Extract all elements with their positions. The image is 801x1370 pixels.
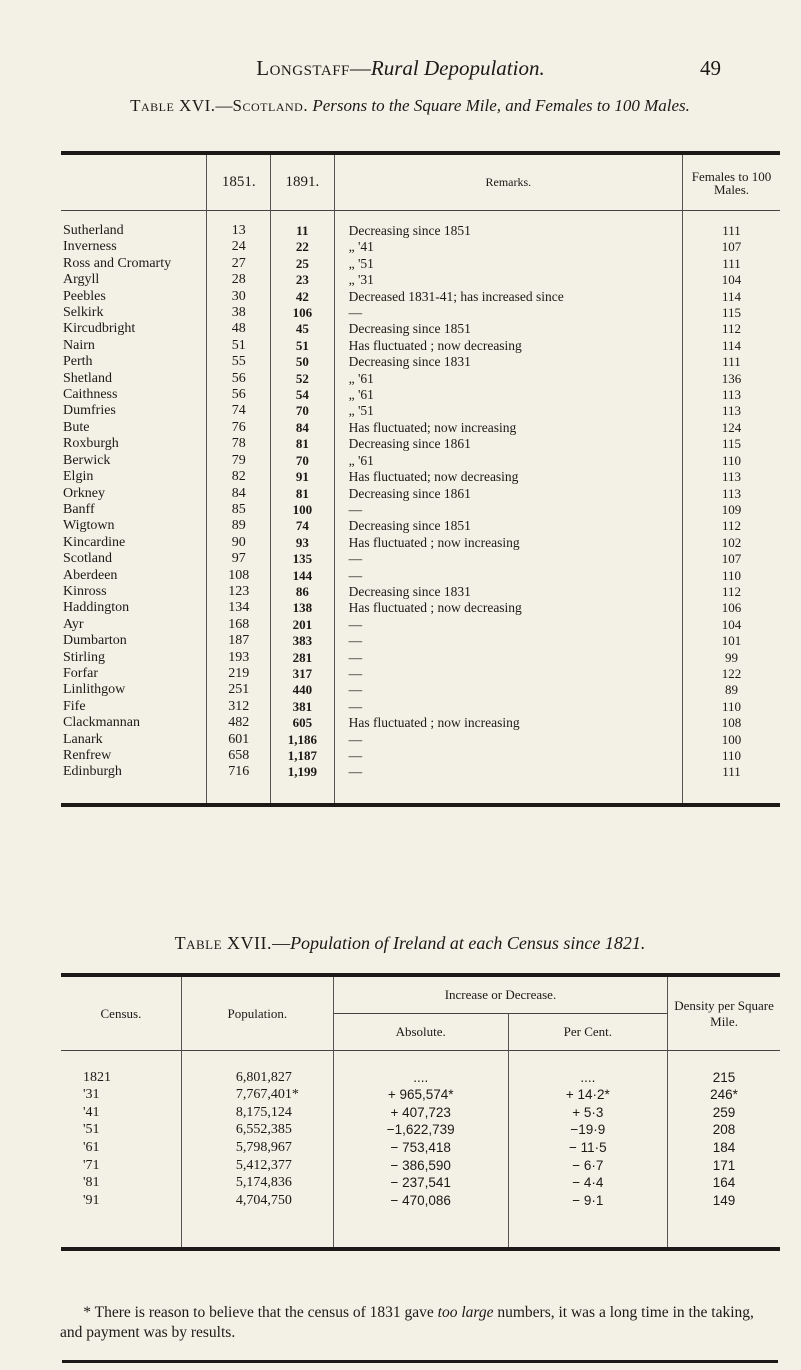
table17-caption	[60, 932, 760, 954]
county-name: Selkirk	[61, 305, 207, 321]
table17-row	[61, 1174, 780, 1192]
absolute-change: + 965,574*	[333, 1086, 508, 1104]
females-per-100-males: 104	[721, 272, 742, 288]
table16-region: Scotland.	[232, 96, 309, 115]
county-name: Berwick	[61, 453, 207, 469]
remarks: Decreasing since 1851	[334, 518, 682, 534]
females-per-100-males: 99	[725, 649, 738, 665]
remarks: —	[334, 617, 682, 633]
remarks: —	[334, 666, 682, 682]
table16-row	[61, 272, 780, 288]
footnote-mark: *	[83, 1304, 91, 1321]
population: 8,175,124	[181, 1104, 333, 1122]
density-1851: 24	[207, 239, 271, 255]
table16-header-1891: 1891.	[271, 153, 335, 211]
table16-row	[61, 239, 780, 255]
table17-header-density: Density per Square Mile.	[668, 975, 780, 1051]
density-1891: 93	[271, 535, 335, 551]
absolute-change: − 237,541	[333, 1174, 508, 1192]
running-title-subject: Rural Depopulation.	[370, 56, 545, 80]
remarks: Decreasing since 1851	[334, 223, 682, 239]
density-1891: 81	[271, 436, 335, 452]
density-1851: 123	[207, 584, 271, 600]
table16-row	[61, 256, 780, 272]
density-per-square-mile: 164	[712, 1175, 736, 1191]
remarks: „ '61	[334, 371, 682, 387]
county-name: Perth	[61, 354, 207, 370]
density-1891: 51	[271, 338, 335, 354]
table16-row	[61, 551, 780, 567]
females-per-100-males: 109	[721, 501, 742, 517]
table17-row	[61, 1069, 780, 1087]
density-1891: 22	[271, 239, 335, 255]
running-title-author: Longstaff	[256, 56, 350, 80]
table17-label: Table XVII.	[174, 933, 273, 953]
table16-row	[61, 420, 780, 436]
county-name: Fife	[61, 699, 207, 715]
table17-header-census: Census.	[61, 975, 181, 1051]
density-1891: 54	[271, 387, 335, 403]
remarks: Decreasing since 1831	[334, 354, 682, 370]
density-1851: 601	[207, 732, 271, 748]
density-1891: 23	[271, 272, 335, 288]
females-per-100-males: 115	[721, 305, 742, 321]
density-1891: 317	[271, 666, 335, 682]
density-1851: 134	[207, 600, 271, 616]
females-per-100-males: 112	[721, 518, 742, 534]
county-name: Sutherland	[61, 223, 207, 239]
density-per-square-mile: 208	[712, 1122, 736, 1138]
table16-header-county	[61, 153, 207, 211]
table17-row	[61, 1086, 780, 1104]
county-name: Nairn	[61, 338, 207, 354]
density-1891: 605	[271, 715, 335, 731]
table17-caption-dash: —	[272, 933, 291, 953]
density-1851: 89	[207, 518, 271, 534]
county-name: Kircudbright	[61, 321, 207, 337]
table16-caption-text: Persons to the Square Mile, and Females to 100 Males.	[312, 96, 690, 115]
table16-header-remarks: Remarks.	[334, 153, 682, 211]
females-per-100-males: 111	[722, 764, 741, 780]
density-1891: 81	[271, 486, 335, 502]
females-per-100-males: 124	[721, 419, 742, 435]
absolute-change: − 753,418	[333, 1139, 508, 1157]
density-per-square-mile: 171	[712, 1157, 736, 1173]
population: 6,801,827	[181, 1069, 333, 1087]
table16-row	[61, 568, 780, 584]
census-year: '41	[61, 1104, 181, 1122]
table16-row	[61, 321, 780, 337]
table16-row	[61, 403, 780, 419]
page-number: 49	[700, 56, 721, 80]
table16-header-1851: 1851.	[207, 153, 271, 211]
percent-change: ....	[508, 1069, 668, 1087]
county-name: Renfrew	[61, 748, 207, 764]
density-1851: 168	[207, 617, 271, 633]
table17-row	[61, 1157, 780, 1175]
density-1851: 97	[207, 551, 271, 567]
remarks: —	[334, 633, 682, 649]
remarks: —	[334, 551, 682, 567]
footnote-emphasis: too large	[437, 1304, 494, 1321]
density-1891: 383	[271, 633, 335, 649]
remarks: Has fluctuated ; now increasing	[334, 715, 682, 731]
county-name: Kinross	[61, 584, 207, 600]
county-name: Orkney	[61, 486, 207, 502]
county-name: Roxburgh	[61, 436, 207, 452]
remarks: —	[334, 650, 682, 666]
females-per-100-males: 113	[721, 403, 742, 419]
table16-row	[61, 748, 780, 764]
density-1851: 482	[207, 715, 271, 731]
table16-row	[61, 682, 780, 698]
table16-row	[61, 223, 780, 239]
table16-row	[61, 732, 780, 748]
table16-row	[61, 371, 780, 387]
county-name: Dumbarton	[61, 633, 207, 649]
females-per-100-males: 108	[721, 715, 742, 731]
density-1891: 45	[271, 321, 335, 337]
density-1891: 1,186	[271, 732, 335, 748]
county-name: Dumfries	[61, 403, 207, 419]
percent-change: − 11·5	[508, 1139, 668, 1157]
females-per-100-males: 110	[721, 452, 742, 468]
remarks: Has fluctuated ; now decreasing	[334, 600, 682, 616]
table17-row	[61, 1192, 780, 1210]
remarks: Decreasing since 1831	[334, 584, 682, 600]
county-name: Peebles	[61, 289, 207, 305]
table16-row	[61, 436, 780, 452]
census-year: '51	[61, 1121, 181, 1139]
females-per-100-males: 101	[721, 633, 742, 649]
population: 7,767,401*	[181, 1086, 333, 1104]
females-per-100-males: 113	[721, 469, 742, 485]
remarks: —	[334, 699, 682, 715]
density-1851: 251	[207, 682, 271, 698]
females-per-100-males: 110	[721, 567, 742, 583]
density-1851: 312	[207, 699, 271, 715]
running-title	[0, 56, 801, 81]
census-year: '31	[61, 1086, 181, 1104]
county-name: Scotland	[61, 551, 207, 567]
density-1851: 27	[207, 256, 271, 272]
density-per-square-mile: 149	[712, 1192, 736, 1208]
table16-row	[61, 469, 780, 485]
remarks: Has fluctuated ; now decreasing	[334, 338, 682, 354]
absolute-change: − 470,086	[333, 1192, 508, 1210]
county-name: Shetland	[61, 371, 207, 387]
density-1891: 381	[271, 699, 335, 715]
table17-body	[61, 1051, 780, 1250]
page-header	[0, 54, 801, 84]
density-1891: 91	[271, 469, 335, 485]
table16-row	[61, 535, 780, 551]
density-1891: 138	[271, 600, 335, 616]
census-year: '61	[61, 1139, 181, 1157]
percent-change: + 14·2*	[508, 1086, 668, 1104]
county-name: Kincardine	[61, 535, 207, 551]
census-year: '81	[61, 1174, 181, 1192]
remarks: Decreasing since 1861	[334, 486, 682, 502]
density-1851: 55	[207, 354, 271, 370]
remarks: Decreasing since 1861	[334, 436, 682, 452]
table16-row	[61, 764, 780, 780]
county-name: Lanark	[61, 732, 207, 748]
table16-row	[61, 666, 780, 682]
females-per-100-males: 110	[721, 698, 742, 714]
females-per-100-males: 89	[725, 682, 738, 698]
density-1891: 100	[271, 502, 335, 518]
remarks: Decreased 1831-41; has increased since	[334, 289, 682, 305]
females-per-100-males: 102	[721, 534, 742, 550]
females-per-100-males: 104	[721, 616, 742, 632]
density-1851: 85	[207, 502, 271, 518]
table16-row	[61, 699, 780, 715]
table17-header-population: Population.	[181, 975, 333, 1051]
density-1851: 78	[207, 436, 271, 452]
percent-change: − 9·1	[508, 1192, 668, 1210]
percent-change: − 6·7	[508, 1157, 668, 1175]
table16-row	[61, 502, 780, 518]
density-1851: 28	[207, 272, 271, 288]
density-1891: 1,187	[271, 748, 335, 764]
density-1851: 193	[207, 650, 271, 666]
density-1891: 25	[271, 256, 335, 272]
county-name: Banff	[61, 502, 207, 518]
table17	[61, 973, 780, 1251]
females-per-100-males: 112	[721, 583, 742, 599]
county-name: Wigtown	[61, 518, 207, 534]
density-1891: 11	[271, 223, 335, 239]
table16-row	[61, 600, 780, 616]
county-name: Haddington	[61, 600, 207, 616]
females-per-100-males: 111	[722, 223, 741, 238]
table16-row	[61, 305, 780, 321]
table17-header-percent: Per Cent.	[508, 1014, 668, 1051]
population: 4,704,750	[181, 1192, 333, 1210]
density-1891: 1,199	[271, 764, 335, 780]
density-1851: 48	[207, 321, 271, 337]
county-name: Linlithgow	[61, 682, 207, 698]
census-year: '91	[61, 1192, 181, 1210]
county-name: Caithness	[61, 387, 207, 403]
remarks: „ '51	[334, 256, 682, 272]
density-1891: 50	[271, 354, 335, 370]
table16-row	[61, 354, 780, 370]
remarks: „ '41	[334, 239, 682, 255]
table16-row	[61, 617, 780, 633]
females-per-100-males: 114	[721, 337, 742, 353]
density-1891: 70	[271, 403, 335, 419]
table16-row	[61, 387, 780, 403]
table16	[61, 151, 780, 807]
remarks: —	[334, 764, 682, 780]
density-1891: 281	[271, 650, 335, 666]
footnote	[60, 1303, 770, 1343]
remarks: Has fluctuated; now increasing	[334, 420, 682, 436]
females-per-100-males: 114	[721, 288, 742, 304]
remarks: —	[334, 748, 682, 764]
table16-row	[61, 650, 780, 666]
females-per-100-males: 111	[722, 354, 741, 370]
county-name: Stirling	[61, 650, 207, 666]
table16-row	[61, 486, 780, 502]
county-name: Edinburgh	[61, 764, 207, 780]
population: 5,798,967	[181, 1139, 333, 1157]
females-per-100-males: 122	[721, 665, 742, 681]
county-name: Ross and Cromarty	[61, 256, 207, 272]
remarks: —	[334, 502, 682, 518]
county-name: Forfar	[61, 666, 207, 682]
density-1851: 74	[207, 403, 271, 419]
density-1851: 90	[207, 535, 271, 551]
running-title-dash: —	[349, 56, 371, 80]
density-per-square-mile: 246*	[710, 1087, 738, 1103]
females-per-100-males: 107	[721, 551, 742, 567]
table16-row	[61, 584, 780, 600]
density-1891: 201	[271, 617, 335, 633]
percent-change: − 4·4	[508, 1174, 668, 1192]
density-1851: 76	[207, 420, 271, 436]
females-per-100-males: 112	[721, 321, 742, 337]
density-1851: 219	[207, 666, 271, 682]
county-name: Argyll	[61, 272, 207, 288]
females-per-100-males: 110	[721, 748, 742, 763]
table16-row	[61, 338, 780, 354]
footnote-text-after: numbers, it was a long time in the taking, and payment was by results.	[60, 1304, 754, 1341]
density-1851: 187	[207, 633, 271, 649]
remarks: Has fluctuated ; now increasing	[334, 535, 682, 551]
remarks: „ '31	[334, 272, 682, 288]
county-name: Elgin	[61, 469, 207, 485]
table16-row	[61, 289, 780, 305]
density-1851: 56	[207, 387, 271, 403]
county-name: Inverness	[61, 239, 207, 255]
density-1891: 84	[271, 420, 335, 436]
table16-row	[61, 633, 780, 649]
density-1851: 79	[207, 453, 271, 469]
population: 5,412,377	[181, 1157, 333, 1175]
density-1891: 440	[271, 682, 335, 698]
females-per-100-males: 111	[722, 255, 741, 271]
females-per-100-males: 106	[721, 600, 742, 616]
absolute-change: − 386,590	[333, 1157, 508, 1175]
absolute-change: + 407,723	[333, 1104, 508, 1122]
density-1851: 30	[207, 289, 271, 305]
density-1851: 82	[207, 469, 271, 485]
absolute-change: −1,622,739	[333, 1121, 508, 1139]
remarks: —	[334, 682, 682, 698]
percent-change: −19·9	[508, 1121, 668, 1139]
remarks: „ '61	[334, 387, 682, 403]
females-per-100-males: 113	[721, 387, 742, 403]
county-name: Ayr	[61, 617, 207, 633]
density-1891: 106	[271, 305, 335, 321]
density-1851: 38	[207, 305, 271, 321]
absolute-change: ....	[333, 1069, 508, 1087]
table17-row	[61, 1121, 780, 1139]
density-1891: 70	[271, 453, 335, 469]
females-per-100-males: 113	[721, 485, 742, 501]
density-per-square-mile: 259	[712, 1104, 736, 1120]
remarks: —	[334, 305, 682, 321]
density-1851: 13	[207, 223, 271, 239]
density-per-square-mile: 215	[712, 1069, 736, 1085]
census-year: 1821	[61, 1069, 181, 1087]
percent-change: + 5·3	[508, 1104, 668, 1122]
table17-row	[61, 1104, 780, 1122]
density-1891: 144	[271, 568, 335, 584]
table17-header-absolute: Absolute.	[333, 1014, 508, 1051]
females-per-100-males: 136	[721, 370, 742, 386]
table16-caption: Table XVI.—Scotland. Persons to the Square Mile, and Females to 100 Males.	[130, 96, 690, 115]
remarks: —	[334, 732, 682, 748]
table16-row	[61, 518, 780, 534]
density-1851: 84	[207, 486, 271, 502]
table17-header-change: Increase or Decrease.	[333, 975, 667, 1014]
county-name: Clackmannan	[61, 715, 207, 731]
remarks: —	[334, 568, 682, 584]
density-1891: 86	[271, 584, 335, 600]
table16-row	[61, 715, 780, 731]
density-1891: 42	[271, 289, 335, 305]
remarks: Decreasing since 1851	[334, 321, 682, 337]
density-1891: 52	[271, 371, 335, 387]
density-1851: 108	[207, 568, 271, 584]
county-name: Bute	[61, 420, 207, 436]
density-1891: 74	[271, 518, 335, 534]
table17-caption-text: Population of Ireland at each Census since 1821.	[290, 933, 646, 953]
table16-row	[61, 453, 780, 469]
density-1851: 658	[207, 748, 271, 764]
remarks: „ '51	[334, 403, 682, 419]
table17-row	[61, 1139, 780, 1157]
density-per-square-mile: 184	[712, 1139, 736, 1155]
females-per-100-males: 107	[721, 239, 742, 255]
bottom-rule	[62, 1360, 778, 1363]
remarks: Has fluctuated; now decreasing	[334, 469, 682, 485]
density-1891: 135	[271, 551, 335, 567]
females-per-100-males: 115	[721, 436, 742, 452]
table16-body	[61, 211, 780, 805]
remarks: „ '61	[334, 453, 682, 469]
population: 5,174,836	[181, 1174, 333, 1192]
population: 6,552,385	[181, 1121, 333, 1139]
county-name: Aberdeen	[61, 568, 207, 584]
census-year: '71	[61, 1157, 181, 1175]
density-1851: 51	[207, 338, 271, 354]
footnote-text-before: There is reason to believe that the census of 1831 gave	[94, 1304, 434, 1321]
table16-header-females: Females to 100 Males.	[683, 153, 780, 211]
females-per-100-males: 100	[721, 731, 742, 747]
table16-label: Table XVI.	[130, 96, 216, 115]
density-1851: 716	[207, 764, 271, 780]
density-1851: 56	[207, 371, 271, 387]
